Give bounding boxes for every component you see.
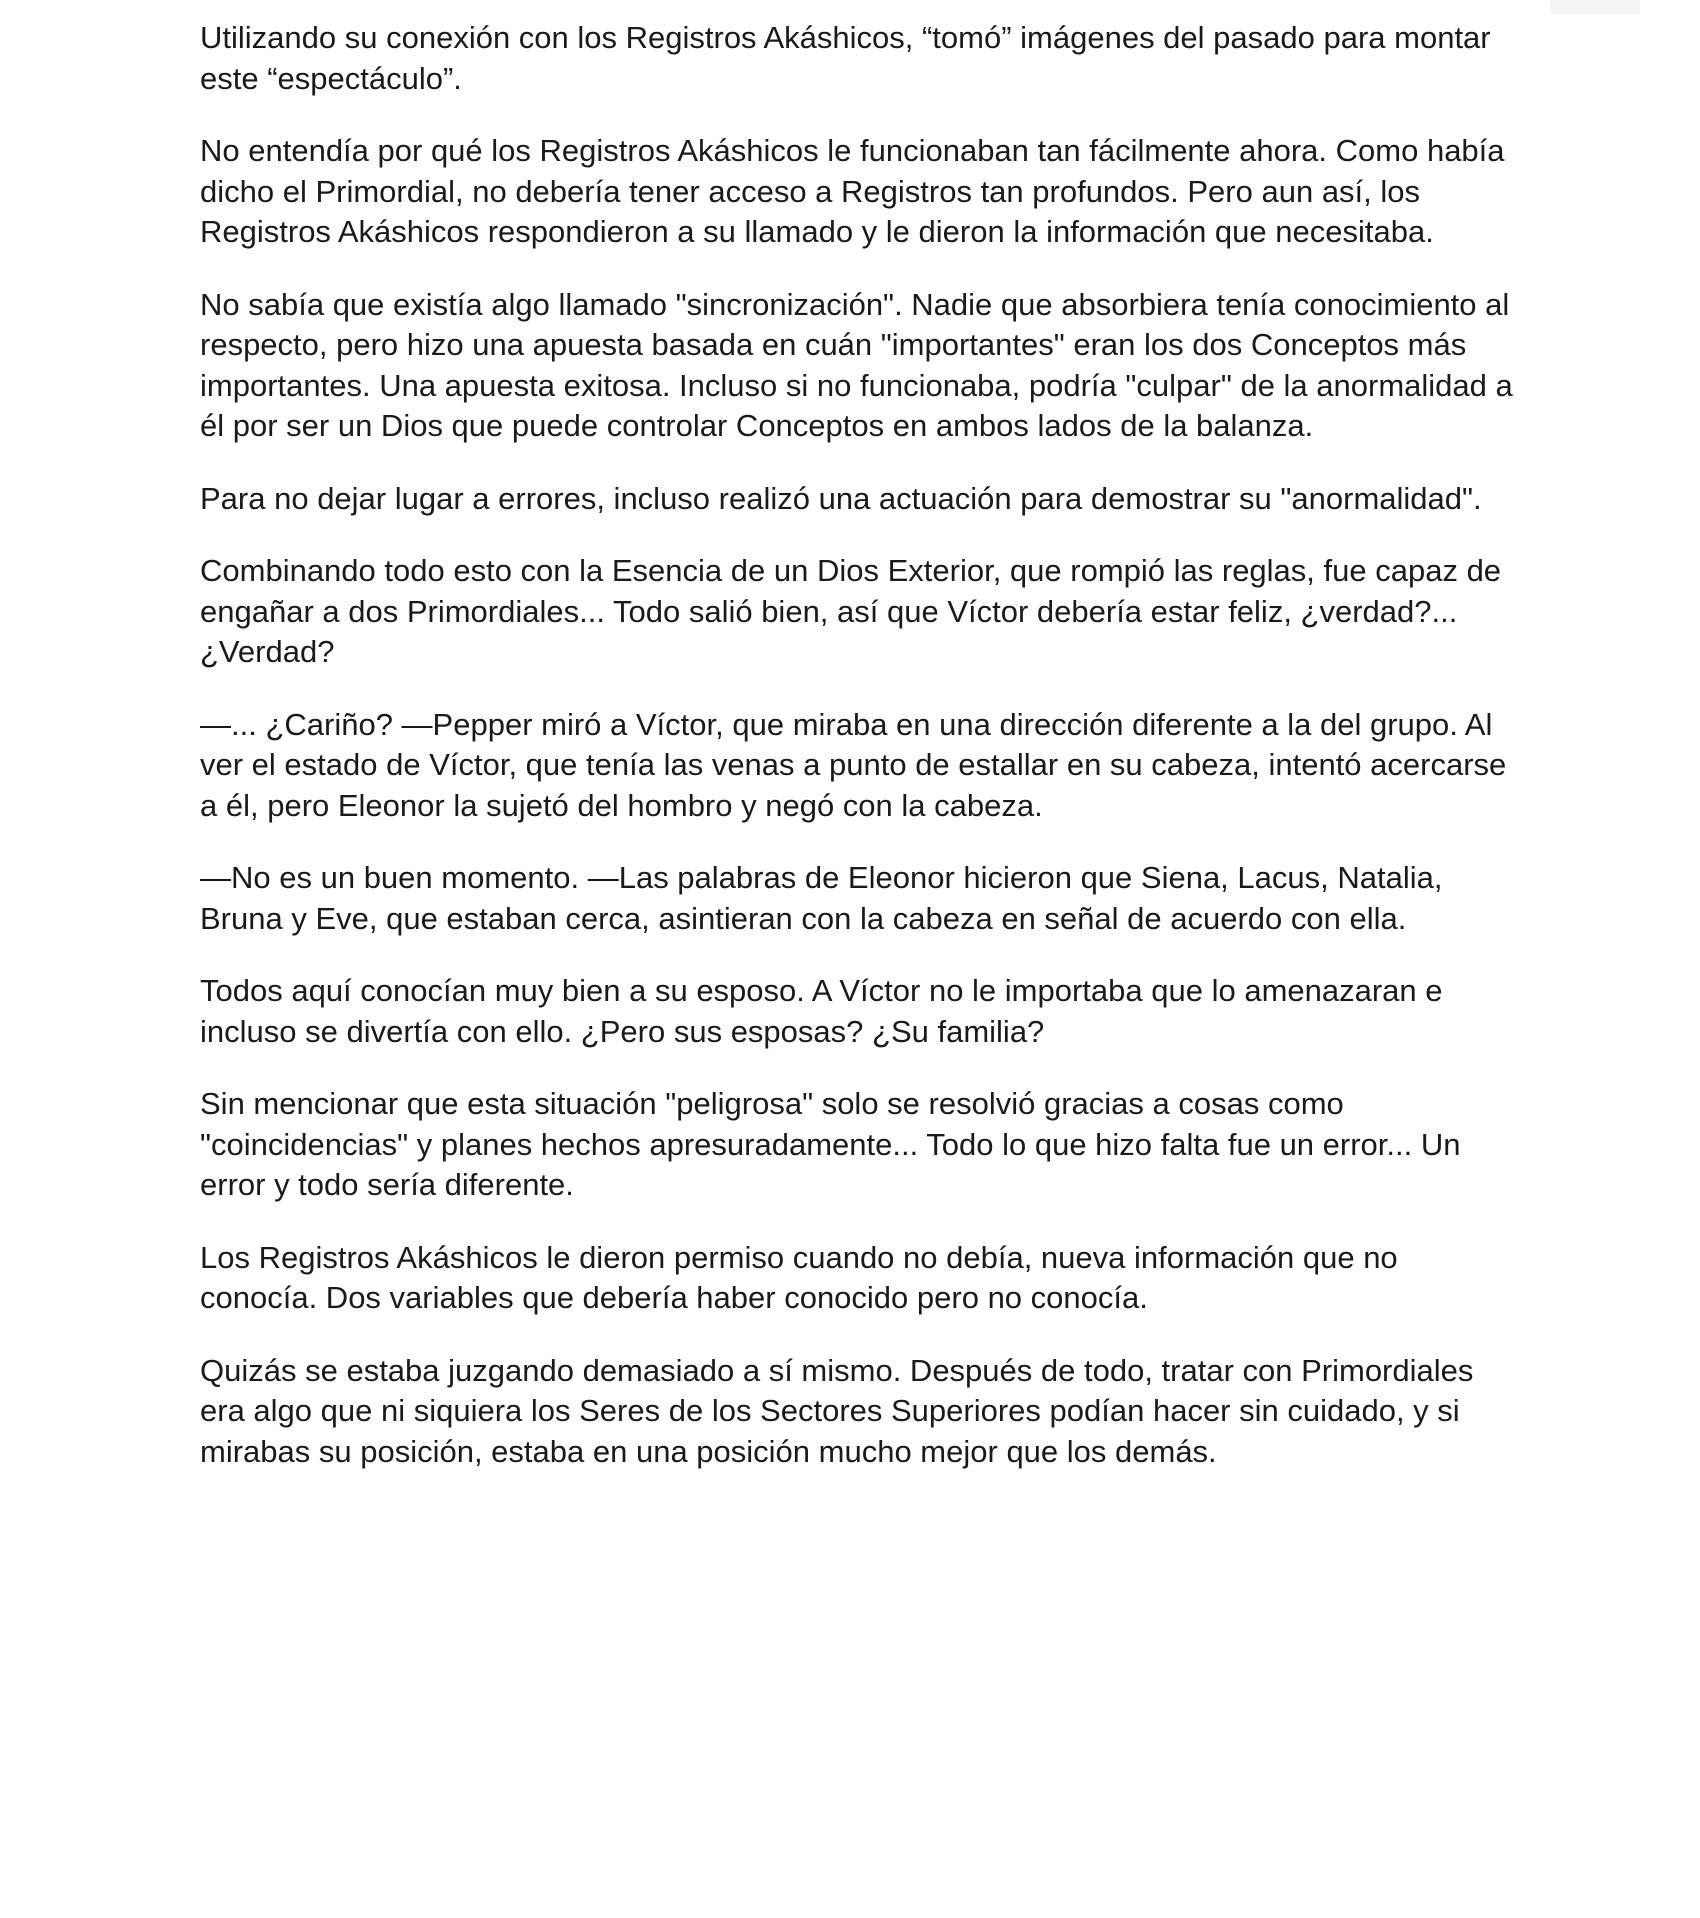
paragraph: —... ¿Cariño? —Pepper miró a Víctor, que miraba en una dirección diferente a la del grupo. Al ver el estado de Víctor, que tenía las venas a punto de estallar en su cabeza, intentó acercarse a él, pero Eleonor la sujetó del hombro y negó con la cabeza. xyxy=(200,706,1507,823)
paragraph: Para no dejar lugar a errores, incluso realizó una actuación para demostrar su "anormalidad". xyxy=(200,480,1482,516)
paragraph: Sin mencionar que esta situación "peligrosa" solo se resolvió gracias a cosas como "coincidencias" y planes hechos apresuradamente... Todo lo que hizo falta fue un error... Un error y todo sería diferente. xyxy=(200,1086,1461,1202)
paragraph: Utilizando su conexión con los Registros Akáshicos, “tomó” imágenes del pasado para montar este “espectáculo”. xyxy=(200,20,1491,96)
corner-mark xyxy=(1550,0,1640,14)
paragraph: Combinando todo esto con la Esencia de un Dios Exterior, que rompió las reglas, fue capaz de engañar a dos Primordiales... Todo salió bien, así que Víctor debería estar feliz, ¿verdad?... ¿Verdad? xyxy=(200,553,1502,669)
paragraph: No sabía que existía algo llamado "sincronización". Nadie que absorbiera tenía conocimiento al respecto, pero hizo una apuesta basada en cuán "importantes" eran los dos Conceptos más importantes. Una apuesta exitosa. Incluso si no funcionaba, podría "culpar" de la anormalidad a él por ser un Dios que puede controlar Conceptos en ambos lados de la balanza. xyxy=(200,286,1513,443)
paragraph: Todos aquí conocían muy bien a su esposo. A Víctor no le importaba que lo amenazaran e incluso se divertía con ello. ¿Pero sus esposas? ¿Su familia? xyxy=(200,973,1443,1049)
text-body xyxy=(200,18,1520,1504)
paragraph: Los Registros Akáshicos le dieron permiso cuando no debía, nueva información que no conocía. Dos variables que debería haber conocido pero no conocía. xyxy=(200,1239,1398,1315)
paragraph: Quizás se estaba juzgando demasiado a sí mismo. Después de todo, tratar con Primordiales era algo que ni siquiera los Seres de los Sectores Superiores podían hacer sin cuidado, y si mirabas su posición, estaba en una posición mucho mejor que los demás. xyxy=(200,1352,1474,1469)
paragraph: No entendía por qué los Registros Akáshicos le funcionaban tan fácilmente ahora. Como había dicho el Primordial, no debería tener acceso a Registros tan profundos. Pero aun así, los Registros Akáshicos respondieron a su llamado y le dieron la información que necesitaba. xyxy=(200,133,1505,249)
paragraph: —No es un buen momento. —Las palabras de Eleonor hicieron que Siena, Lacus, Natalia, Bruna y Eve, que estaban cerca, asintieran con la cabeza en señal de acuerdo con ella. xyxy=(200,860,1443,936)
